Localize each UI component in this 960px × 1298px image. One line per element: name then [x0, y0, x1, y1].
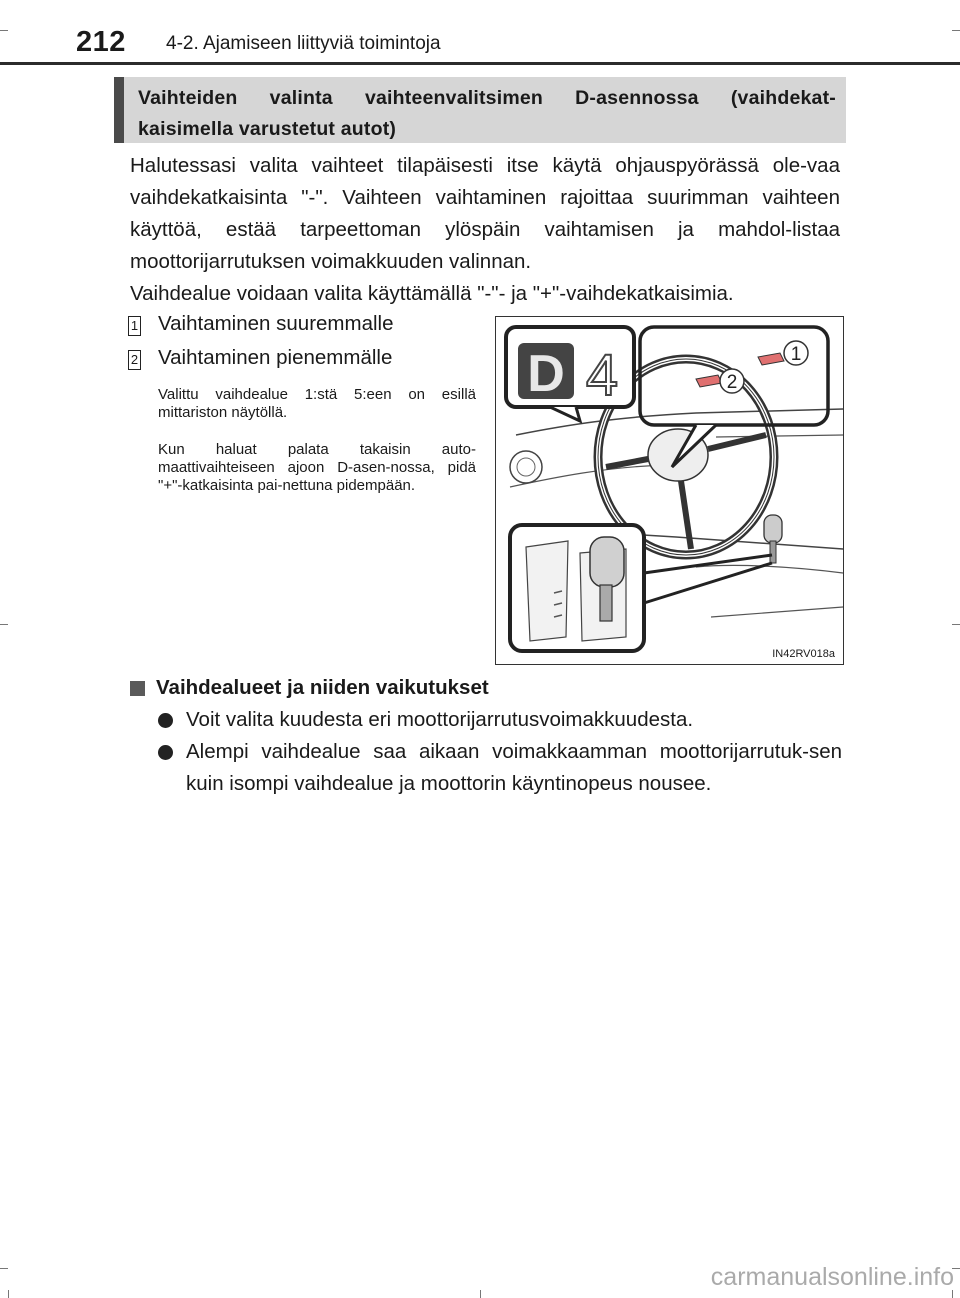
figure-code: IN42RV018a: [772, 648, 835, 660]
crop-mark: [952, 624, 960, 625]
list-item-2: Vaihtaminen pienemmälle: [158, 346, 393, 369]
list-number-badge-2: 2: [128, 350, 141, 370]
crop-mark: [480, 1290, 481, 1298]
display-range-number: 4: [585, 343, 619, 408]
crop-mark: [0, 624, 8, 625]
bullet-icon: [158, 745, 173, 760]
crop-mark: [8, 1290, 9, 1298]
subsection-marker-icon: [130, 681, 145, 696]
figure-steering-shifter: [495, 316, 844, 665]
section-title-line1: Vaihteiden valinta vaihteenvalitsimen D-asennossa (vaihdekat-: [138, 87, 836, 109]
subsection-title: Vaihdealueet ja niiden vaikutukset: [156, 676, 489, 699]
section-title-box: [114, 77, 846, 143]
figure-callout-2: 2: [726, 372, 738, 393]
running-head: 4-2. Ajamiseen liittyviä toimintoja: [166, 33, 441, 54]
figure-callout-1: 1: [790, 344, 802, 365]
note-2-text: Kun haluat palata takaisin auto-maattivaihteiseen ajoon D-asen-nossa, pidä "+"-katkaisinta pai-nettuna pidempään.: [158, 441, 476, 494]
body-text: [130, 150, 840, 310]
illustration-cockpit: [496, 317, 843, 664]
note-1-text: Valittu vaihdealue 1:stä 5:een on esillä mittariston näytöllä.: [158, 386, 476, 421]
note-1: [158, 386, 476, 422]
bullet-icon: [158, 713, 173, 728]
display-gear-letter: D: [527, 345, 565, 403]
watermark: carmanualsonline.info: [710, 1263, 954, 1291]
bullet-item-2: Alempi vaihdealue saa aikaan voimakkaamman moottorijarrutuk-sen kuin isompi vaihdealue ja moottorin käyntinopeus nousee.: [186, 740, 842, 795]
body-paragraph-1: Halutessasi valita vaihteet tilapäisesti itse käytä ohjauspyörässä ole-vaa vaihdekatkaisinta "-". Vaihteen vaihtaminen rajoittaa suurimman vaihteen käyttöä, estää tarpeettoman ylöspäin vaihtamisen ja mahdol-listaa moottorijarrutuksen voimakkuuden valinnan.: [130, 154, 840, 273]
list-item-1: Vaihtaminen suuremmalle: [158, 312, 394, 335]
note-2: [158, 441, 476, 495]
body-paragraph-2: Vaihdealue voidaan valita käyttämällä "-"- ja "+"-vaihdekatkaisimia.: [130, 282, 734, 305]
page-number: 212: [76, 26, 126, 58]
section-title-line2: kaisimella varustetut autot): [138, 118, 397, 140]
crop-mark: [952, 30, 960, 31]
list-number-badge-1: 1: [128, 316, 141, 336]
bullet-item-1: Voit valita kuudesta eri moottorijarrutusvoimakkuudesta.: [186, 708, 694, 731]
header-rule: [0, 62, 960, 65]
crop-mark: [0, 30, 8, 31]
crop-mark: [0, 1268, 8, 1269]
